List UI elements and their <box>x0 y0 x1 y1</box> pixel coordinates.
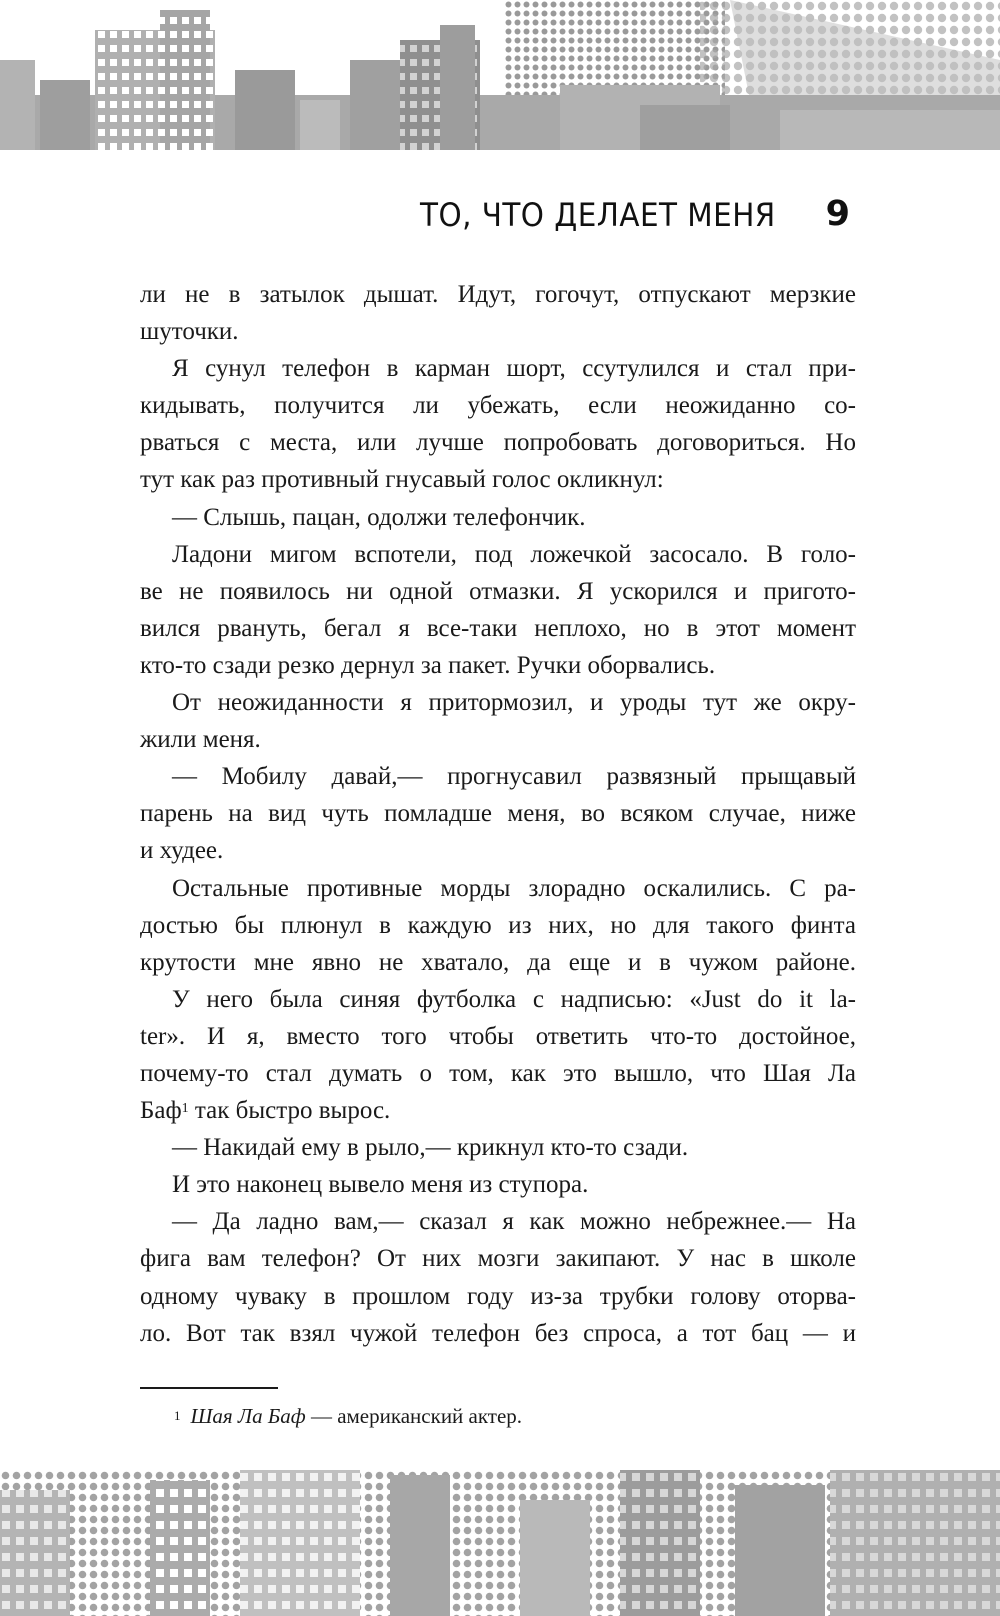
text-fragment: Баф <box>140 1097 182 1125</box>
header-city-illustration <box>0 0 1000 150</box>
text-line: рваться с места, или лучше попробовать договориться. Но <box>140 429 856 457</box>
text-line: и худее. <box>140 837 224 865</box>
text-line: парень на вид чуть помладше меня, во всяком случае, ниже <box>140 800 856 828</box>
running-title: ТО, ЧТО ДЕЛАЕТ МЕНЯ <box>420 196 776 234</box>
text-line: И это наконец вывело меня из ступора. <box>172 1171 589 1199</box>
text-line: достью бы плюнул в каждую из них, но для такого финта <box>140 911 856 939</box>
footnote-term: Шая Ла Баф <box>190 1404 306 1428</box>
text-line: фига вам телефон? От них мозги закипают. У нас в школе <box>140 1245 856 1273</box>
footnote-ref: 1 <box>181 1101 189 1117</box>
text-line: почему-то стал думать о том, как это вышло, что Шая Ла <box>140 1059 856 1087</box>
text-line: — Да ладно вам,— сказал я как можно небрежнее.— На <box>172 1208 856 1236</box>
text-line: ло. Вот так взял чужой телефон без спроса, а тот бац — и <box>140 1319 856 1347</box>
text-line: — Накидай ему в рыло,— крикнул кто-то сзади. <box>172 1134 689 1162</box>
text-line: одному чуваку в прошлом году из-за трубки голову оторва- <box>140 1282 856 1310</box>
page-number: 9 <box>825 194 850 234</box>
text-line: Ладони мигом вспотели, под ложечкой засосало. В голо- <box>172 540 856 568</box>
text-line: крутости мне явно не хватало, да еще и в чужом районе. <box>140 948 856 976</box>
footnote-divider <box>140 1387 278 1389</box>
text-line: У него была синяя футболка с надписью: «Just do it la- <box>172 985 856 1013</box>
text-line: ter». И я, вместо того чтобы ответить что-то достойное, <box>140 1022 856 1050</box>
footer-city-illustration <box>0 1470 1000 1616</box>
text-line: Я сунул телефон в карман шорт, ссутулился и стал при- <box>172 355 856 383</box>
body-text <box>140 276 856 1352</box>
text-line: вился рвануть, бегал я все-таки неплохо, но в этот момент <box>140 614 856 642</box>
footnote <box>174 1402 522 1430</box>
text-line: От неожиданности я притормозил, и уроды тут же окру- <box>172 689 856 717</box>
text-line: жили меня. <box>140 726 261 754</box>
text-line: — Мобилу давай,— прогнусавил развязный прыщавый <box>172 763 856 791</box>
text-line: Остальные противные морды злорадно оскалились. С ра- <box>172 874 856 902</box>
text-line: — Слышь, пацан, одолжи телефончик. <box>172 503 586 531</box>
text-line: ве не появилось ни одной отмазки. Я ускорился и пригото- <box>140 577 856 605</box>
text-line: ли не в затылок дышат. Идут, гогочут, отпускают мерзкие <box>140 281 856 308</box>
text-line: шуточки. <box>140 318 239 346</box>
text-line <box>140 1092 856 1129</box>
text-line: кто-то сзади резко дернул за пакет. Ручки оборвались. <box>140 651 716 679</box>
footnote-text: — американский актер. <box>310 1404 523 1428</box>
text-line: тут как раз противный гнусавый голос окликнул: <box>140 466 664 494</box>
text-fragment: так быстро вырос. <box>194 1097 391 1125</box>
running-head <box>420 196 850 246</box>
text-line: кидывать, получится ли убежать, если неожиданно со- <box>140 392 856 420</box>
footnote-mark: 1 <box>174 1408 181 1423</box>
